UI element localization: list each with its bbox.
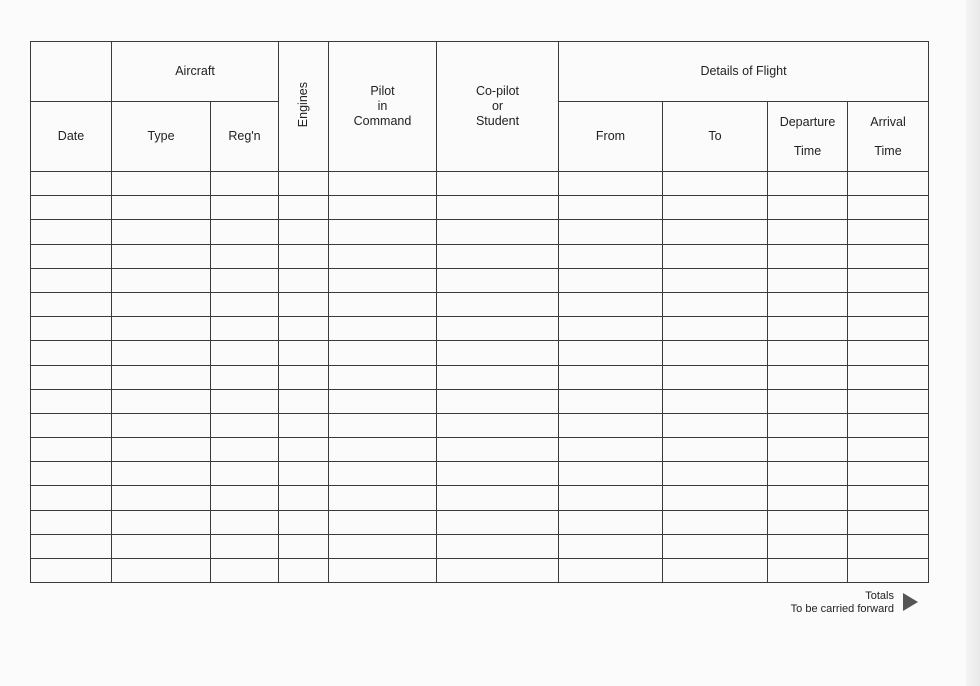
type-cell[interactable]: [112, 196, 211, 220]
pilot-in-command-cell[interactable]: [329, 413, 437, 437]
arrival-time-cell[interactable]: [848, 389, 929, 413]
pilot-in-command-cell[interactable]: [329, 365, 437, 389]
type-cell[interactable]: [112, 292, 211, 316]
arrival-time-cell[interactable]: [848, 486, 929, 510]
engines-cell[interactable]: [279, 462, 329, 486]
departure-time-cell[interactable]: [768, 438, 848, 462]
arrival-line-2: Time: [874, 143, 902, 158]
type-header: Type: [112, 102, 211, 172]
table-row: [31, 196, 929, 220]
engines-cell[interactable]: [279, 534, 329, 558]
departure-line-2: Time: [793, 143, 822, 158]
triangle-right-icon: [903, 593, 918, 611]
date-cell[interactable]: [31, 559, 112, 583]
to-cell[interactable]: [663, 268, 768, 292]
type-cell[interactable]: [112, 510, 211, 534]
engines-cell[interactable]: [279, 413, 329, 437]
departure-time-cell[interactable]: [768, 389, 848, 413]
engines-cell[interactable]: [279, 510, 329, 534]
to-cell[interactable]: [663, 220, 768, 244]
type-cell[interactable]: [112, 172, 211, 196]
to-cell[interactable]: [663, 365, 768, 389]
departure-time-cell[interactable]: [768, 510, 848, 534]
engines-cell[interactable]: [279, 486, 329, 510]
from-cell[interactable]: [559, 486, 663, 510]
pilot-in-command-cell[interactable]: [329, 172, 437, 196]
type-cell[interactable]: [112, 413, 211, 437]
carried-forward-label: To be carried forward: [790, 602, 894, 615]
date-cell[interactable]: [31, 341, 112, 365]
table-row: [31, 486, 929, 510]
copilot-cell[interactable]: [437, 292, 559, 316]
from-cell[interactable]: [559, 341, 663, 365]
departure-time-cell[interactable]: [768, 220, 848, 244]
arrival-time-cell[interactable]: [848, 292, 929, 316]
from-cell[interactable]: [559, 220, 663, 244]
to-cell[interactable]: [663, 244, 768, 268]
to-cell[interactable]: [663, 172, 768, 196]
date-cell[interactable]: [31, 268, 112, 292]
date-cell[interactable]: [31, 438, 112, 462]
departure-time-cell[interactable]: [768, 365, 848, 389]
departure-time-cell[interactable]: [768, 317, 848, 341]
arrival-time-cell[interactable]: [848, 244, 929, 268]
engines-cell[interactable]: [279, 341, 329, 365]
copilot-cell[interactable]: [437, 559, 559, 583]
departure-time-cell[interactable]: [768, 559, 848, 583]
copilot-cell[interactable]: [437, 462, 559, 486]
copilot-line-1: Co-pilot: [475, 84, 520, 98]
departure-time-cell[interactable]: [768, 292, 848, 316]
copilot-cell[interactable]: [437, 268, 559, 292]
pilot-in-command-cell[interactable]: [329, 341, 437, 365]
table-row: [31, 268, 929, 292]
copilot-line-2: or: [491, 99, 504, 113]
engines-cell[interactable]: [279, 317, 329, 341]
details-of-flight-header: Details of Flight: [559, 42, 929, 102]
departure-time-cell[interactable]: [768, 268, 848, 292]
regn-cell[interactable]: [211, 389, 279, 413]
table-row: [31, 220, 929, 244]
departure-time-cell[interactable]: [768, 244, 848, 268]
pilot-in-command-cell[interactable]: [329, 510, 437, 534]
type-cell[interactable]: [112, 220, 211, 244]
engines-cell[interactable]: [279, 268, 329, 292]
arrival-time-cell[interactable]: [848, 365, 929, 389]
logbook-table: [30, 41, 929, 583]
from-cell[interactable]: [559, 559, 663, 583]
date-cell[interactable]: [31, 172, 112, 196]
type-cell[interactable]: [112, 317, 211, 341]
regn-cell[interactable]: [211, 341, 279, 365]
copilot-cell[interactable]: [437, 413, 559, 437]
type-cell[interactable]: [112, 341, 211, 365]
table-row: [31, 559, 929, 583]
date-cell[interactable]: [31, 486, 112, 510]
engines-cell[interactable]: [279, 220, 329, 244]
table-row: [31, 244, 929, 268]
regn-cell[interactable]: [211, 486, 279, 510]
engines-header: [279, 42, 329, 172]
copilot-cell[interactable]: [437, 220, 559, 244]
departure-time-cell[interactable]: [768, 196, 848, 220]
page-edge: [966, 0, 980, 686]
date-cell[interactable]: [31, 220, 112, 244]
table-row: [31, 365, 929, 389]
to-cell[interactable]: [663, 292, 768, 316]
aircraft-header: Aircraft: [112, 42, 279, 102]
to-cell[interactable]: [663, 196, 768, 220]
from-cell[interactable]: [559, 317, 663, 341]
to-cell[interactable]: [663, 413, 768, 437]
regn-cell[interactable]: [211, 172, 279, 196]
arrival-time-cell[interactable]: [848, 510, 929, 534]
engines-cell[interactable]: [279, 172, 329, 196]
regn-cell[interactable]: [211, 196, 279, 220]
from-cell[interactable]: [559, 365, 663, 389]
from-cell[interactable]: [559, 268, 663, 292]
arrival-time-cell[interactable]: [848, 341, 929, 365]
to-cell[interactable]: [663, 510, 768, 534]
engines-cell[interactable]: [279, 292, 329, 316]
to-cell[interactable]: [663, 317, 768, 341]
pilot-in-command-cell[interactable]: [329, 559, 437, 583]
table-row: [31, 172, 929, 196]
regn-cell[interactable]: [211, 220, 279, 244]
totals-footer: [760, 590, 894, 615]
pilot-in-command-cell[interactable]: [329, 389, 437, 413]
to-cell[interactable]: [663, 438, 768, 462]
pilot-in-command-cell[interactable]: [329, 220, 437, 244]
from-cell[interactable]: [559, 389, 663, 413]
table-row: [31, 317, 929, 341]
date-cell[interactable]: [31, 292, 112, 316]
from-cell[interactable]: [559, 244, 663, 268]
regn-cell[interactable]: [211, 365, 279, 389]
copilot-cell[interactable]: [437, 510, 559, 534]
from-header: From: [559, 102, 663, 172]
pilot-in-command-cell[interactable]: [329, 486, 437, 510]
to-cell[interactable]: [663, 534, 768, 558]
regn-cell[interactable]: [211, 462, 279, 486]
type-cell[interactable]: [112, 244, 211, 268]
arrival-time-cell[interactable]: [848, 196, 929, 220]
regn-cell[interactable]: [211, 317, 279, 341]
pilot-in-command-cell[interactable]: [329, 534, 437, 558]
date-header: Date: [31, 102, 112, 172]
copilot-line-3: Student: [475, 114, 520, 128]
departure-time-cell[interactable]: [768, 341, 848, 365]
table-row: [31, 413, 929, 437]
type-cell[interactable]: [112, 365, 211, 389]
engines-cell[interactable]: [279, 196, 329, 220]
to-header: To: [663, 102, 768, 172]
arrival-time-cell[interactable]: [848, 462, 929, 486]
engines-label: Engines: [296, 81, 310, 128]
regn-cell[interactable]: [211, 534, 279, 558]
engines-cell[interactable]: [279, 438, 329, 462]
to-cell[interactable]: [663, 341, 768, 365]
from-cell[interactable]: [559, 438, 663, 462]
from-cell[interactable]: [559, 534, 663, 558]
pilot-line-1: Pilot: [370, 84, 395, 98]
regn-header: Reg'n: [211, 102, 279, 172]
copilot-cell[interactable]: [437, 389, 559, 413]
table-row: [31, 510, 929, 534]
arrival-time-cell[interactable]: [848, 172, 929, 196]
departure-time-cell[interactable]: [768, 534, 848, 558]
engines-cell[interactable]: [279, 244, 329, 268]
to-cell[interactable]: [663, 389, 768, 413]
arrival-time-cell[interactable]: [848, 534, 929, 558]
copilot-cell[interactable]: [437, 172, 559, 196]
date-cell[interactable]: [31, 413, 112, 437]
date-cell[interactable]: [31, 196, 112, 220]
date-header-top: [31, 42, 112, 102]
table-row: [31, 292, 929, 316]
type-cell[interactable]: [112, 438, 211, 462]
engines-cell[interactable]: [279, 389, 329, 413]
pilot-in-command-cell[interactable]: [329, 462, 437, 486]
copilot-cell[interactable]: [437, 365, 559, 389]
copilot-cell[interactable]: [437, 244, 559, 268]
pilot-in-command-cell[interactable]: [329, 244, 437, 268]
from-cell[interactable]: [559, 413, 663, 437]
to-cell[interactable]: [663, 486, 768, 510]
pilot-in-command-cell[interactable]: [329, 317, 437, 341]
departure-line-1: Departure: [779, 114, 836, 129]
table-row: [31, 438, 929, 462]
copilot-cell[interactable]: [437, 196, 559, 220]
departure-time-header: [768, 102, 848, 172]
date-cell[interactable]: [31, 462, 112, 486]
from-cell[interactable]: [559, 292, 663, 316]
copilot-header: [437, 42, 559, 172]
type-cell[interactable]: [112, 268, 211, 292]
arrival-time-cell[interactable]: [848, 438, 929, 462]
regn-cell[interactable]: [211, 559, 279, 583]
departure-time-cell[interactable]: [768, 462, 848, 486]
from-cell[interactable]: [559, 510, 663, 534]
departure-time-cell[interactable]: [768, 413, 848, 437]
arrival-time-cell[interactable]: [848, 220, 929, 244]
from-cell[interactable]: [559, 196, 663, 220]
totals-label: Totals: [865, 590, 894, 602]
pilot-in-command-cell[interactable]: [329, 292, 437, 316]
pilot-in-command-cell[interactable]: [329, 268, 437, 292]
from-cell[interactable]: [559, 462, 663, 486]
to-cell[interactable]: [663, 559, 768, 583]
arrival-time-cell[interactable]: [848, 317, 929, 341]
table-row: [31, 534, 929, 558]
table-row: [31, 341, 929, 365]
arrival-time-cell[interactable]: [848, 413, 929, 437]
regn-cell[interactable]: [211, 268, 279, 292]
pilot-in-command-cell[interactable]: [329, 438, 437, 462]
table-row: [31, 389, 929, 413]
departure-time-cell[interactable]: [768, 486, 848, 510]
date-cell[interactable]: [31, 534, 112, 558]
type-cell[interactable]: [112, 534, 211, 558]
copilot-cell[interactable]: [437, 438, 559, 462]
pilot-line-3: Command: [353, 114, 412, 128]
copilot-cell[interactable]: [437, 317, 559, 341]
pilot-line-2: in: [377, 99, 388, 113]
date-cell[interactable]: [31, 244, 112, 268]
table-row: [31, 462, 929, 486]
engines-cell[interactable]: [279, 365, 329, 389]
copilot-cell[interactable]: [437, 486, 559, 510]
arrival-time-cell[interactable]: [848, 559, 929, 583]
copilot-cell[interactable]: [437, 534, 559, 558]
logbook-body: [31, 172, 929, 583]
type-cell[interactable]: [112, 486, 211, 510]
to-cell[interactable]: [663, 462, 768, 486]
regn-cell[interactable]: [211, 510, 279, 534]
regn-cell[interactable]: [211, 244, 279, 268]
type-cell[interactable]: [112, 389, 211, 413]
copilot-cell[interactable]: [437, 341, 559, 365]
date-cell[interactable]: [31, 365, 112, 389]
departure-time-cell[interactable]: [768, 172, 848, 196]
regn-cell[interactable]: [211, 438, 279, 462]
pilot-in-command-cell[interactable]: [329, 196, 437, 220]
arrival-line-1: Arrival: [870, 114, 906, 129]
date-cell[interactable]: [31, 510, 112, 534]
engines-cell[interactable]: [279, 559, 329, 583]
pilot-in-command-header: [329, 42, 437, 172]
regn-cell[interactable]: [211, 292, 279, 316]
type-cell[interactable]: [112, 462, 211, 486]
arrival-time-header: [848, 102, 929, 172]
arrival-time-cell[interactable]: [848, 268, 929, 292]
date-cell[interactable]: [31, 389, 112, 413]
type-cell[interactable]: [112, 559, 211, 583]
regn-cell[interactable]: [211, 413, 279, 437]
date-cell[interactable]: [31, 317, 112, 341]
from-cell[interactable]: [559, 172, 663, 196]
